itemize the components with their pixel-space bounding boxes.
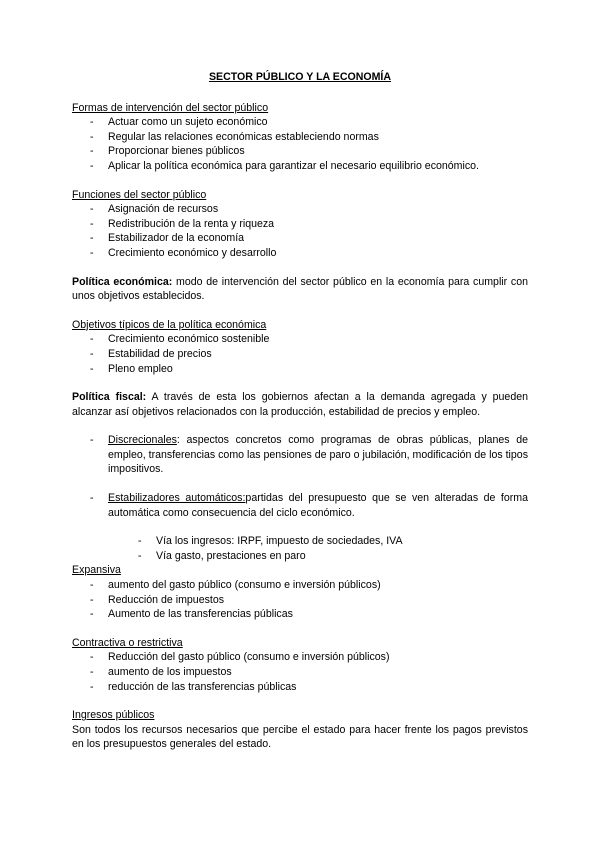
list-item: - Vía gasto, prestaciones en paro: [72, 549, 528, 564]
funciones-heading: Funciones del sector público: [72, 188, 207, 201]
list-item: - Estabilizador de la economía: [72, 231, 528, 246]
list-item: - Asignación de recursos: [72, 202, 528, 217]
politica-fiscal-text: A través de esta los gobiernos afectan a la demanda agregada y pueden alcanzar así objetivos relacionados con la producción, estabilidad de precios y empleo.: [72, 391, 528, 418]
estabilizadores-item: [72, 491, 528, 520]
objetivos-list: [72, 332, 528, 376]
politica-fiscal-paragraph: [72, 390, 528, 419]
list-item: - Redistribución de la renta y riqueza: [72, 217, 528, 232]
funciones-list: [72, 202, 528, 260]
contractiva-heading: Contractiva o restrictiva: [72, 636, 183, 649]
list-item: - Regular las relaciones económicas estableciendo normas: [72, 130, 528, 145]
discrecionales-item: [72, 433, 528, 477]
list-item: - reducción de las transferencias públicas: [72, 680, 528, 695]
list-item: - Vía los ingresos: IRPF, impuesto de sociedades, IVA: [72, 534, 528, 549]
politica-economica-text: modo de intervención del sector público en la economía para cumplir con unos objetivos establecidos.: [72, 275, 528, 303]
list-item: - Reducción de impuestos: [72, 593, 528, 608]
list-item: - Pleno empleo: [72, 362, 528, 377]
ingresos-text: Son todos los recursos necesarios que percibe el estado para hacer frente los pagos previstos en los presupuestos generales del estado.: [72, 723, 528, 751]
list-item: - Crecimiento económico y desarrollo: [72, 246, 528, 261]
ingresos-heading: Ingresos públicos: [72, 709, 155, 722]
objetivos-heading: Objetivos típicos de la política económica: [72, 318, 267, 331]
list-item: - Proporcionar bienes públicos: [72, 144, 528, 159]
discrecionales-term: Discrecionales: [108, 434, 177, 447]
expansiva-heading: Expansiva: [72, 564, 121, 577]
list-item: - Aplicar la política económica para garantizar el necesario equilibrio económico.: [72, 159, 528, 174]
estabilizadores-sublist: [72, 534, 528, 563]
contractiva-list: [72, 650, 528, 694]
list-item: - Aumento de las transferencias públicas: [72, 607, 528, 622]
estabilizadores-term: Estabilizadores automáticos:: [108, 492, 246, 505]
politica-fiscal-term: Política fiscal:: [72, 391, 147, 404]
discrecionales-text: : aspectos concretos como programas de obras públicas, planes de empleo, transferencias como las pensiones de paro o jubilación, modificación de los tipos impositivos.: [108, 434, 528, 476]
estabilizadores-text: partidas del presupuesto que se ven alteradas de forma automática como consecuencia del ciclo económico.: [108, 492, 529, 519]
dash-marker: -: [90, 434, 94, 447]
list-item: - aumento de los impuestos: [72, 665, 528, 680]
list-item: - Estabilidad de precios: [72, 347, 528, 362]
list-item: - aumento del gasto público (consumo e inversión públicos): [72, 578, 528, 593]
politica-economica-term: Política económica:: [72, 275, 173, 288]
list-item: - Actuar como un sujeto económico: [72, 115, 528, 130]
list-item: - Reducción del gasto público (consumo e inversión públicos): [72, 650, 528, 665]
formas-list: [72, 115, 528, 173]
document-page: [72, 70, 528, 752]
list-item: - Crecimiento económico sostenible: [72, 332, 528, 347]
politica-economica-paragraph: [72, 275, 528, 304]
expansiva-list: [72, 578, 528, 622]
dash-marker: -: [90, 492, 94, 505]
formas-heading: Formas de intervención del sector público: [72, 101, 269, 114]
document-title: SECTOR PÚBLICO Y LA ECONOMÍA: [208, 71, 392, 83]
